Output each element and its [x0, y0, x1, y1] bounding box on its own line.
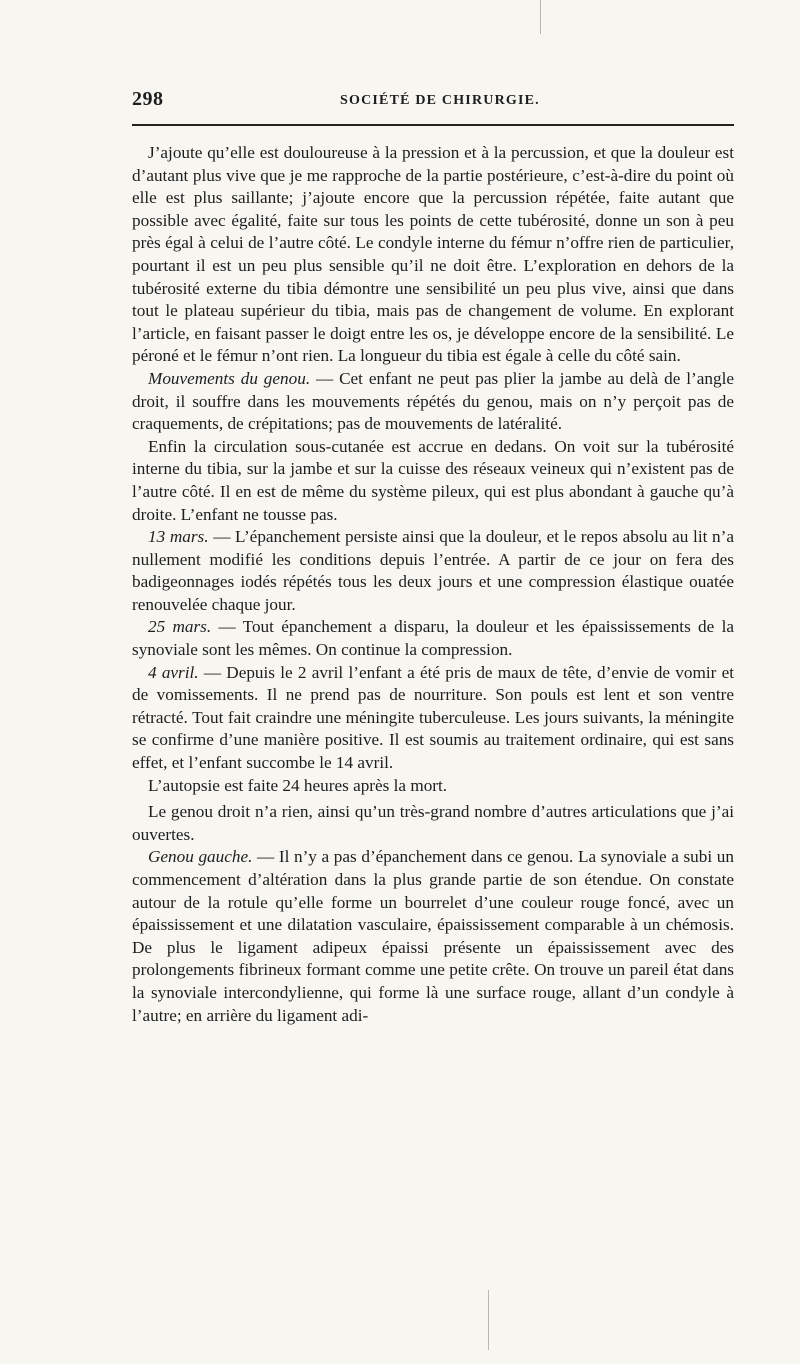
paragraph-4-lead: 13 mars. — [148, 527, 209, 547]
paragraph-2-lead: Mouvements du genou. — [148, 368, 311, 388]
paragraph-8-text: Le genou droit n’a rien, ainsi qu’un très-grand nombre d’autres articulations que j’ai ouvertes. — [132, 802, 734, 844]
paragraph-5-lead: 25 mars. — [148, 617, 212, 637]
paragraph-5 — [132, 616, 734, 661]
paragraph-5-text: — Tout épanchement a disparu, la douleur et les épaississements de la synoviale sont les mêmes. On continue la compression. — [132, 617, 734, 660]
paragraph-2-text: — Cet enfant ne peut pas plier la jambe au delà de l’angle droit, il souffre dans les mouvements répétés du genou, mais on n’y perçoit pas de craquements, de crépitations; pas de mouvements de latéralité. — [132, 368, 734, 434]
paragraph-3-text: Enfin la circulation sous-cutanée est accrue en dedans. On voit sur la tubérosité interne du tibia, sur la jambe et sur la cuisse des réseaux veineux qui n’existent pas de l’autre côté. Il en est de même du système pileux, qui est plus abondant à gauche qu’à droite. L’enfant ne tousse pas. — [132, 436, 734, 524]
scan-mark — [488, 1290, 489, 1350]
page-number: 298 — [132, 88, 164, 110]
header-rule — [132, 124, 734, 126]
paragraph-7 — [132, 775, 734, 798]
paragraph-3 — [132, 436, 734, 526]
body-text — [132, 142, 734, 1027]
paragraph-6 — [132, 662, 734, 775]
paragraph-6-text: — Depuis le 2 avril l’enfant a été pris de maux de tête, d’envie de vomir et de vomissements. Il ne prend pas de nourriture. Son pouls est lent et son ventre rétracté. Tout fait craindre une méningite tuberculeuse. Les jours suivants, la méningite se confirme d’une manière positive. Il est soumis au traitement ordinaire, qui est sans effet, et l’enfant succombe le 14 avril. — [132, 662, 734, 773]
paragraph-9 — [132, 846, 734, 1027]
paragraph-4-text: — L’épanchement persiste ainsi que la douleur, et le repos absolu au lit n’a nullement modifié les conditions depuis l’entrée. A partir de ce jour on fera des badigeonnages iodés répétés tous les deux jours et une compression élastique ouatée renouvelée chaque jour. — [132, 527, 734, 614]
paragraph-2 — [132, 368, 734, 436]
page-header — [132, 88, 734, 118]
paragraph-8 — [132, 801, 734, 846]
paragraph-9-lead: Genou gauche. — [148, 847, 253, 867]
paragraph-7-text: L’autopsie est faite 24 heures après la mort. — [148, 775, 448, 795]
paragraph-4 — [132, 526, 734, 616]
paragraph-1-text: J’ajoute qu’elle est douloureuse à la pression et à la percussion, et que la douleur est d’autant plus vive que je me rapproche de la partie postérieure, c’est-à-dire du point où elle est plus saillante; j’ajoute encore que la percussion répétée, faite autant que possible avec égalité, faite sur tous les points de cette tubérosité, donne un son à peu près égal à celui de l’autre côté. Le condyle interne du fémur n’offre rien de particulier, pourtant il est un peu plus sensible qu’il ne doit être. L’exploration en dehors de la tubérosité externe du tibia démontre une sensibilité un peu plus vive, ainsi que dans tout le plateau supérieur du tibia, mais pas de changement de volume. En explorant l’article, en faisant passer le doigt entre les os, je développe encore de la sensibilité. Le péroné et le fémur n’ont rien. La longueur du tibia est égale à celle du côté sain. — [132, 143, 734, 366]
scan-mark — [540, 0, 541, 34]
paragraph-1 — [132, 142, 734, 368]
running-title: SOCIÉTÉ DE CHIRURGIE. — [340, 93, 540, 108]
paragraph-9-text: — Il n’y a pas d’épanchement dans ce genou. La synoviale a subi un commencement d’altération dans la plus grande partie de son étendue. On constate autour de la rotule qu’elle forme un bourrelet d’une couleur rouge foncé, avec un épaississement et une dilatation vasculaire, épaississement comparable à un chémosis. De plus le ligament adipeux épaissi présente un épaississement avec des prolongements fibrineux formant comme une petite crête. On trouve un pareil état dans la synoviale intercondylienne, qui forme là une surface rouge, allant d’un condyle à l’autre; en arrière du ligament adi- — [132, 847, 734, 1025]
paragraph-6-lead: 4 avril. — [148, 662, 199, 682]
